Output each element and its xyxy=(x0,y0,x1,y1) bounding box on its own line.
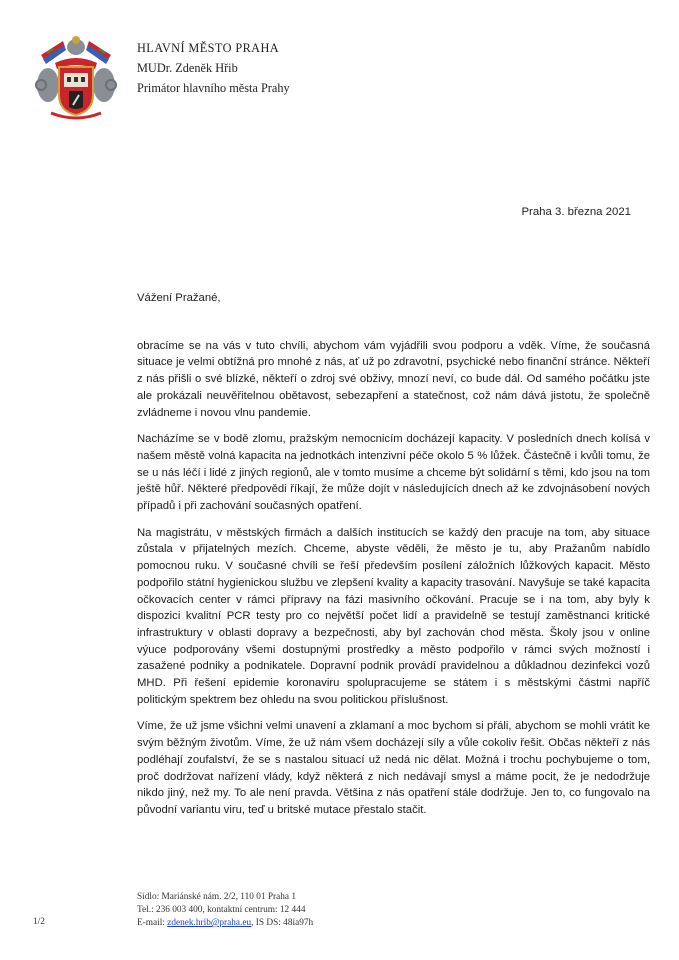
paragraph: obracíme se na vás v tuto chvíli, abychom vám vyjádřili svou podporu a vděk. Víme, že současná situace je velmi obtížná pro mnohé z nás, ať už po zdravotní, psychické nebo finanční stránce. Někteří z nás přišli o své blízké, někteří o zdroj své obživy, mnozí neví, co bude dál. Od samého počátku jste ale prokázali neuvěřitelnou obětavost, sebezapření a statečnost, což nám dává jistotu, že společně zvládneme i novou vlnu pandemie. xyxy=(137,339,650,419)
sender-title: Primátor hlavního města Prahy xyxy=(137,81,290,95)
email-label: E-mail: xyxy=(137,918,168,928)
paragraph: Nacházíme se v bodě zlomu, pražským nemocnicím docházejí kapacity. V posledních dnech kolísá v našem městě volná kapacita na jednotkách intenzivní péče okolo 5 % lůžek. Částečně i kvůli tomu, že se u nás léčí i lidé z jiných regionů, ale v tomto musíme a chceme být solidární s těmi, kdo jsou na tom ještě hůř. Některé předpovědi říkají, že může dojít v následujících dnech až ke zdvojnásobení nových případů i při zachování současných opatření. xyxy=(137,433,650,513)
salutation: Vážení Pražané, xyxy=(137,292,221,304)
paragraph: Víme, že už jsme všichni velmi unavení a zklamaní a moc bychom si přáli, abychom se mohli vrátit ke svým běžným životům. Víme, že už nám všem docházejí síly a vůle cokoliv řešit. Občas někteří z nás podléhají zoufalství, že se s nastalou situací už nedá nic dělat. Možná i trochu pochybujeme o tom, proč dodržovat nařízení vlády, když některá z nich nedávají smysl a máme pocit, že je nedodržuje nikdo jiný, než my. To ale není pravda. Většina z nás opatření stále dodržuje. Jen to, co fungovalo na původní variantu viru, teď u britské mutace přestalo stačit. xyxy=(137,720,650,816)
letter-date: Praha 3. března 2021 xyxy=(521,206,631,218)
footer-email-line xyxy=(137,917,313,930)
email-link[interactable]: zdenek.hrib@praha.eu xyxy=(167,918,252,928)
prague-coat-of-arms-icon xyxy=(33,33,119,121)
footer-address: Sídlo: Mariánské nám. 2/2, 110 01 Praha 1 xyxy=(137,892,296,902)
letterhead xyxy=(137,38,290,98)
footer-phone: Tel.: 236 003 400, kontaktní centrum: 12 444 xyxy=(137,905,306,915)
sender-name: MUDr. Zdeněk Hřib xyxy=(137,61,238,75)
letter-body xyxy=(137,290,650,829)
paragraph: Na magistrátu, v městských firmách a dalších institucích se každý den pracuje na tom, aby situace zůstala v přijatelných mezích. Chceme, abyste věděli, že město je tu, aby Pražanům nabídlo pomocnou ruku. V současné chvíli se řeší především posílení záložních lůžkových kapacit. Město podpořilo státní hygienickou službu ve zlepšení kvality a kapacity trasování. Navyšuje se také kapacita očkovacích center v rámci přípravy na fázi masivního očkování. Pracuje se i na tom, aby byly k dispozici kvalitní PCR testy pro co největší počet lidí a pravidelně se testují zaměstnanci kritické infrastruktury v oblasti dopravy a bezpečnosti, aby byl zachován chod města. Školy jsou v online výuce podporovány všemi dostupnými prostředky a město podpořilo v rámci svých možností i zasažené podniky a podnikatele. Dopravní podnik provádí pravidelnou a důkladnou dezinfekci vozů MHD. Při řešení epidemie koronaviru spolupracujeme se státem i s městskými částmi napříč politickým spektrem bez ohledu na svou politickou příslušnost. xyxy=(137,526,650,706)
page-number: 1/2 xyxy=(33,917,45,927)
footer-contact xyxy=(137,891,313,930)
databox-id: , IS DS: 48ia97h xyxy=(251,918,314,928)
organization-name: HLAVNÍ MĚSTO PRAHA xyxy=(137,41,280,55)
